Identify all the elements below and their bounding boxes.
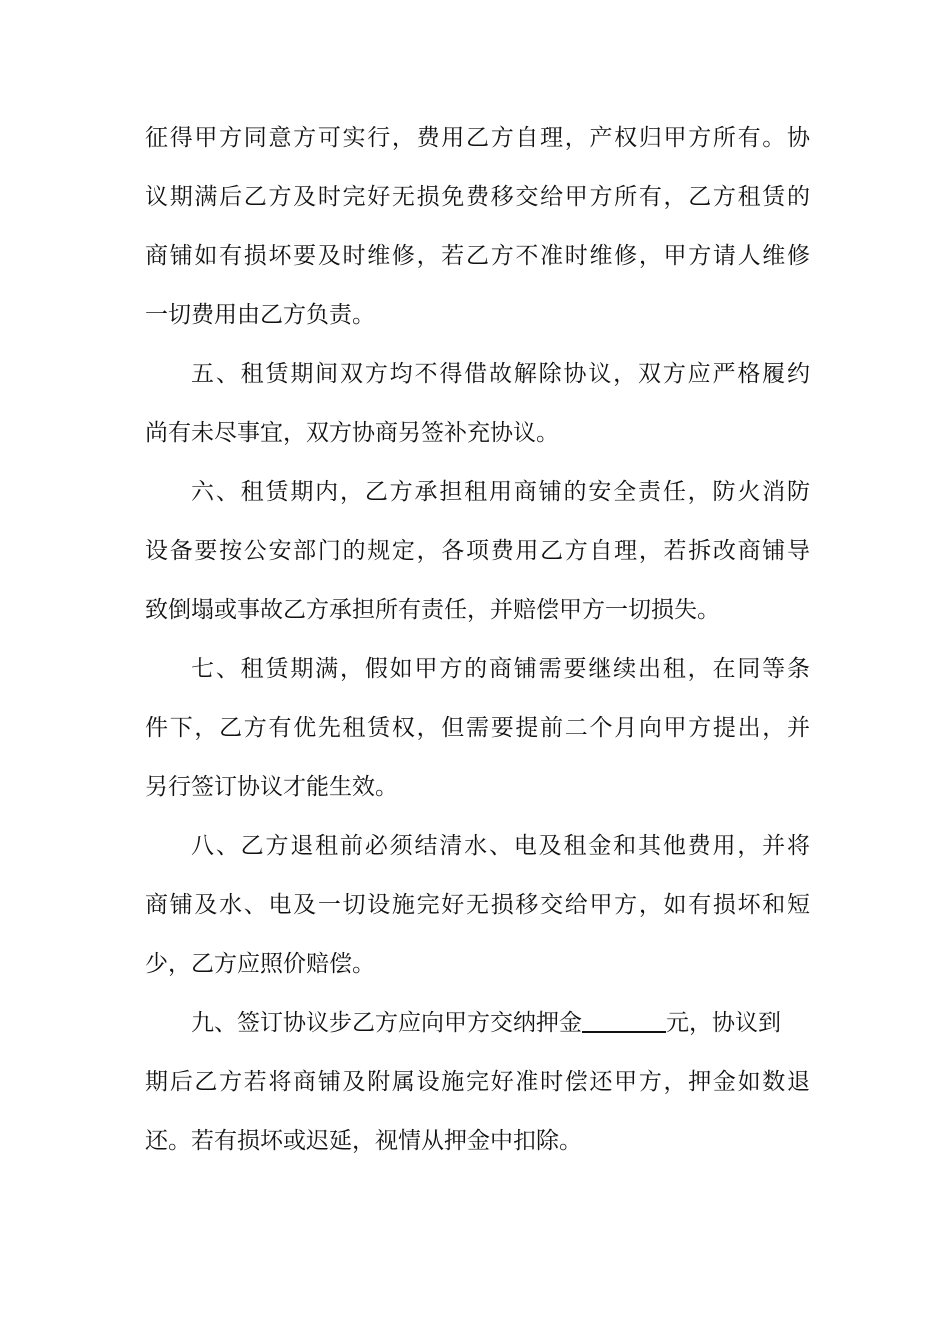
text-line: 设备要按公安部门的规定，各项费用乙方自理，若拆改商铺导 bbox=[145, 538, 810, 564]
text-line: 议期满后乙方及时完好无损免费移交给甲方所有，乙方租赁的 bbox=[145, 184, 810, 210]
text-line: 另行签订协议才能生效。 bbox=[145, 774, 398, 800]
text-line: 六、租赁期内，乙方承担租用商铺的安全责任，防火消防 bbox=[191, 479, 810, 505]
text-line: 一切费用由乙方负责。 bbox=[145, 302, 375, 328]
paragraph-clause-7 bbox=[145, 649, 810, 826]
text-line: 八、乙方退租前必须结清水、电及租金和其他费用，并将 bbox=[191, 833, 810, 859]
text-line: 七、租赁期满，假如甲方的商铺需要继续出租，在同等条 bbox=[191, 656, 810, 682]
paragraph-clause-6 bbox=[145, 472, 810, 649]
paragraph-clause-8 bbox=[145, 826, 810, 1003]
text-line: 五、租赁期间双方均不得借故解除协议，双方应严格履约 bbox=[191, 361, 810, 387]
text-line-with-blank bbox=[145, 1003, 810, 1062]
text-line: 征得甲方同意方可实行，费用乙方自理，产权归甲方所有。协 bbox=[145, 125, 810, 151]
text-line: 少，乙方应照价赔偿。 bbox=[145, 951, 375, 977]
text-line: 尚有未尽事宜，双方协商另签补充协议。 bbox=[145, 420, 559, 446]
text-line: 致倒塌或事故乙方承担所有责任，并赔偿甲方一切损失。 bbox=[145, 597, 720, 623]
deposit-amount-blank bbox=[582, 1005, 666, 1033]
paragraph-clause-5 bbox=[145, 354, 810, 472]
text-before-blank: 九、签订协议步乙方应向甲方交纳押金 bbox=[191, 1010, 582, 1036]
paragraph-clause-9 bbox=[145, 1003, 810, 1180]
text-line: 商铺如有损坏要及时维修，若乙方不准时维修，甲方请人维修 bbox=[145, 243, 810, 269]
paragraph-clause-4-continued bbox=[145, 118, 810, 354]
text-after-blank: 元，协议到 bbox=[666, 1010, 781, 1036]
text-line: 期后乙方若将商铺及附属设施完好准时偿还甲方，押金如数退 bbox=[145, 1069, 810, 1095]
text-line: 商铺及水、电及一切设施完好无损移交给甲方，如有损坏和短 bbox=[145, 892, 810, 918]
document-body bbox=[145, 118, 810, 1180]
text-line: 还。若有损坏或迟延，视情从押金中扣除。 bbox=[145, 1128, 582, 1154]
text-line: 件下，乙方有优先租赁权，但需要提前二个月向甲方提出，并 bbox=[145, 715, 810, 741]
